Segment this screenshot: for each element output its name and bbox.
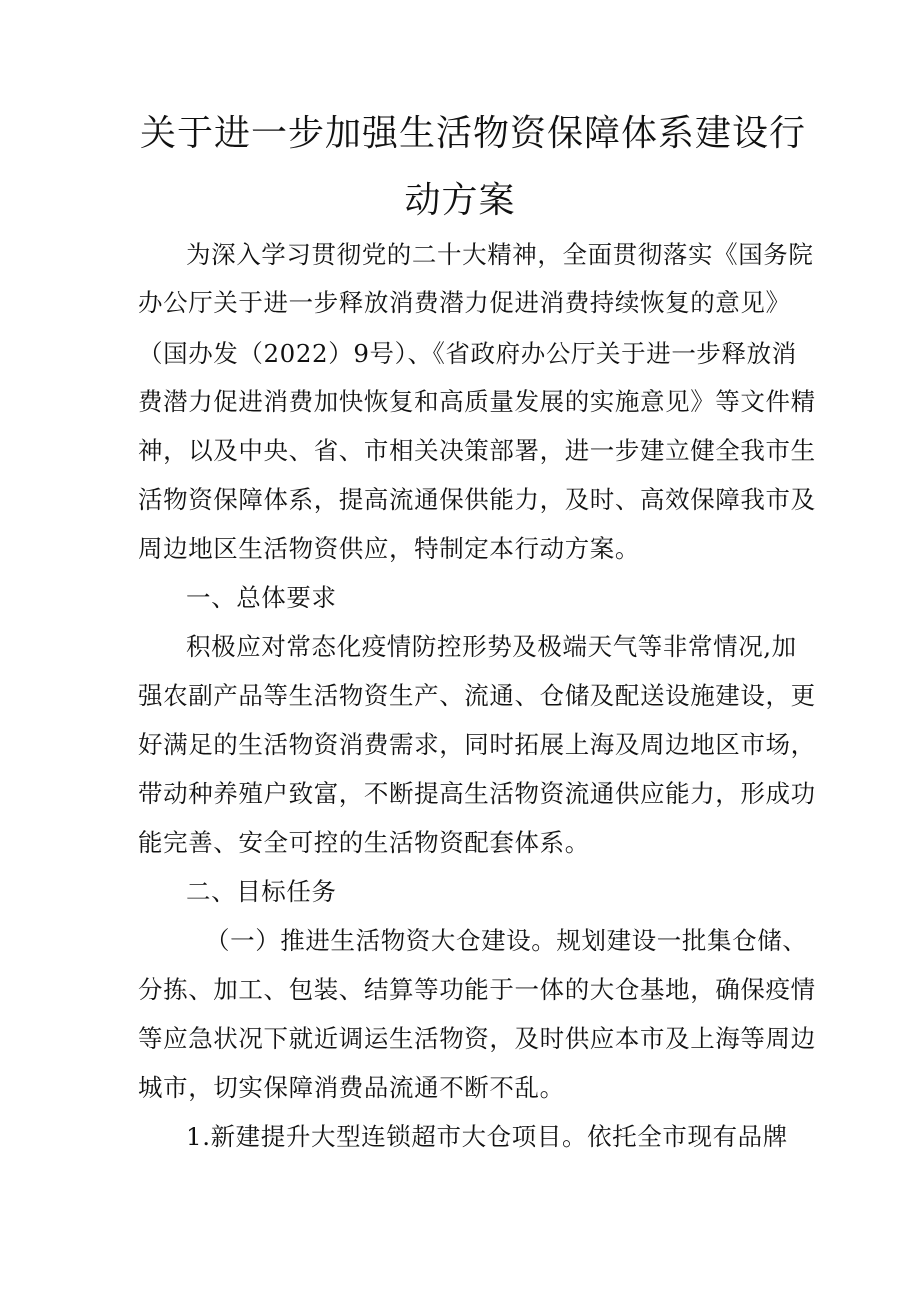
section-heading-overall-requirements: 一、总体要求: [186, 583, 337, 612]
paragraph-intro-line: 办公厅关于进一步释放消费潜力促进消费持续恢复的意见》: [138, 288, 791, 317]
paragraph-intro-line: 为深入学习贯彻党的二十大精神，全面贯彻落实《国务院: [186, 240, 814, 269]
paragraph-intro-line: 神，以及中央、省、市相关决策部署，进一步建立健全我市生: [138, 436, 816, 465]
paragraph-intro-line: 活物资保障体系，提高流通保供能力，及时、高效保障我市及: [138, 485, 816, 514]
paragraph-intro-line: （国办发（2022）9号）、《省政府办公厅关于进一步释放消: [138, 339, 797, 368]
section-heading-goals-tasks: 二、目标任务: [186, 877, 337, 906]
paragraph-warehouse-line: 等应急状况下就近调运生活物资，及时供应本市及上海等周边: [138, 1024, 816, 1053]
document-title-line-2: 动方案: [404, 180, 516, 221]
paragraph-intro-line: 周边地区生活物资供应，特制定本行动方案。: [138, 534, 640, 563]
paragraph-warehouse-line: 城市，切实保障消费品流通不断不乱。: [138, 1073, 565, 1102]
document-title-line-1: 关于进一步加强生活物资保障体系建设行: [140, 113, 807, 154]
paragraph-warehouse-line: 分拣、加工、包装、结算等功能于一体的大仓基地，确保疫情: [138, 975, 816, 1004]
paragraph-requirements-line: 带动种养殖户致富，不断提高生活物资流通供应能力，形成功: [138, 779, 816, 808]
paragraph-requirements-line: 积极应对常态化疫情防控形势及极端天气等非常情况,加: [186, 632, 797, 661]
paragraph-item-1-line: 1.新建提升大型连锁超市大仓项目。依托全市现有品牌: [186, 1122, 788, 1151]
paragraph-intro-line: 费潜力促进消费加快恢复和高质量发展的实施意见》等文件精: [138, 387, 816, 416]
paragraph-requirements-line: 能完善、安全可控的生活物资配套体系。: [138, 828, 590, 857]
paragraph-warehouse-line: （一）推进生活物资大仓建设。规划建设一批集仓储、: [205, 926, 808, 955]
paragraph-requirements-line: 好满足的生活物资消费需求，同时拓展上海及周边地区市场，: [138, 730, 816, 759]
paragraph-requirements-line: 强农副产品等生活物资生产、流通、仓储及配送设施建设，更: [138, 681, 816, 710]
